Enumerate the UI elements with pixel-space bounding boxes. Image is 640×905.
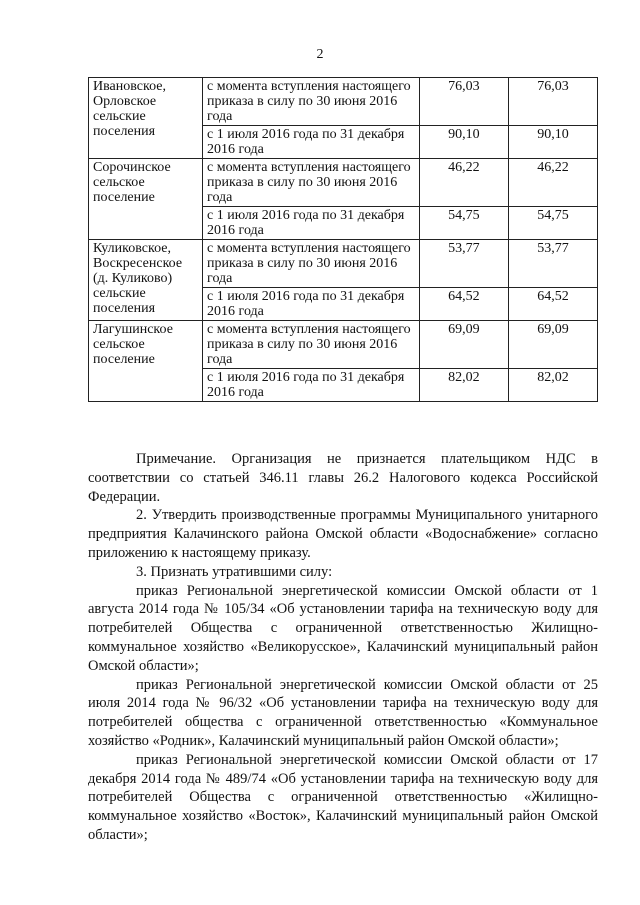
tariff-value-cell: 76,03 [419, 78, 508, 126]
period-cell: с 1 июля 2016 года по 31 декабря 2016 года [203, 288, 420, 321]
tariff-value-cell: 76,03 [508, 78, 597, 126]
tariff-value-cell: 69,09 [419, 321, 508, 369]
tariff-value-cell: 82,02 [508, 369, 597, 402]
tariff-value-cell: 82,02 [419, 369, 508, 402]
tariff-table [88, 77, 598, 402]
period-cell: с момента вступления настоящего приказа в силу по 30 июня 2016 года [203, 240, 420, 288]
tariff-value-cell: 46,22 [508, 159, 597, 207]
item-2-paragraph: 2. Утвердить производственные программы Муниципального унитарного предприятия Калачинского района Омской области «Водоснабжение» согласно приложению к настоящему приказу. [88, 507, 598, 561]
page-number: 2 [316, 47, 324, 62]
settlement-cell: Ивановское, Орловское сельские поселения [89, 78, 203, 159]
table-row [89, 321, 598, 369]
tariff-value-cell: 64,52 [508, 288, 597, 321]
settlement-cell: Сорочинское сельское поселение [89, 159, 203, 240]
tariff-value-cell: 53,77 [419, 240, 508, 288]
period-cell: с 1 июля 2016 года по 31 декабря 2016 года [203, 207, 420, 240]
period-cell: с момента вступления настоящего приказа в силу по 30 июня 2016 года [203, 78, 420, 126]
tariff-value-cell: 90,10 [419, 126, 508, 159]
tariff-value-cell: 69,09 [508, 321, 597, 369]
document-body [88, 450, 598, 845]
tariff-value-cell: 54,75 [419, 207, 508, 240]
note-paragraph: Примечание. Организация не признается плательщиком НДС в соответствии со статьей 346.11 главы 26.2 Налогового кодекса Российской Федерации. [88, 451, 598, 505]
revoked-order-3: приказ Региональной энергетической комиссии Омской области от 17 декабря 2014 года № 489/74 «Об установлении тарифа на техническую воду для потребителей Общества с ограниченной ответственностью «Жилищно-коммунальное хозяйство «Восток», Калачинский муниципальный район Омской области»; [88, 751, 598, 843]
tariff-value-cell: 46,22 [419, 159, 508, 207]
item-3-paragraph: 3. Признать утратившими силу: [136, 563, 333, 580]
period-cell: с момента вступления настоящего приказа в силу по 30 июня 2016 года [203, 159, 420, 207]
tariff-value-cell: 54,75 [508, 207, 597, 240]
table-row [89, 159, 598, 207]
period-cell: с 1 июля 2016 года по 31 декабря 2016 года [203, 369, 420, 402]
settlement-cell: Лагушинское сельское поселение [89, 321, 203, 402]
tariff-value-cell: 53,77 [508, 240, 597, 288]
period-cell: с момента вступления настоящего приказа в силу по 30 июня 2016 года [203, 321, 420, 369]
tariff-value-cell: 90,10 [508, 126, 597, 159]
settlement-cell: Куликовское, Воскресенское (д. Куликово) сельские поселения [89, 240, 203, 321]
revoked-order-1: приказ Региональной энергетической комиссии Омской области от 1 августа 2014 года № 105/34 «Об установлении тарифа на техническую воду для потребителей Общества с ограниченной ответственностью Жилищно-коммунальное хозяйство «Великорусское», Калачинский муниципальный район Омской области»; [88, 582, 598, 674]
table-row [89, 78, 598, 126]
tariff-value-cell: 64,52 [419, 288, 508, 321]
revoked-order-2: приказ Региональной энергетической комиссии Омской области от 25 июля 2014 года № 96/32 «Об установлении тарифа на техническую воду для потребителей общества с ограниченной ответственностью «Коммунальное хозяйство «Родник», Калачинский муниципальный район Омской области»; [88, 676, 598, 749]
period-cell: с 1 июля 2016 года по 31 декабря 2016 года [203, 126, 420, 159]
table-row [89, 240, 598, 288]
